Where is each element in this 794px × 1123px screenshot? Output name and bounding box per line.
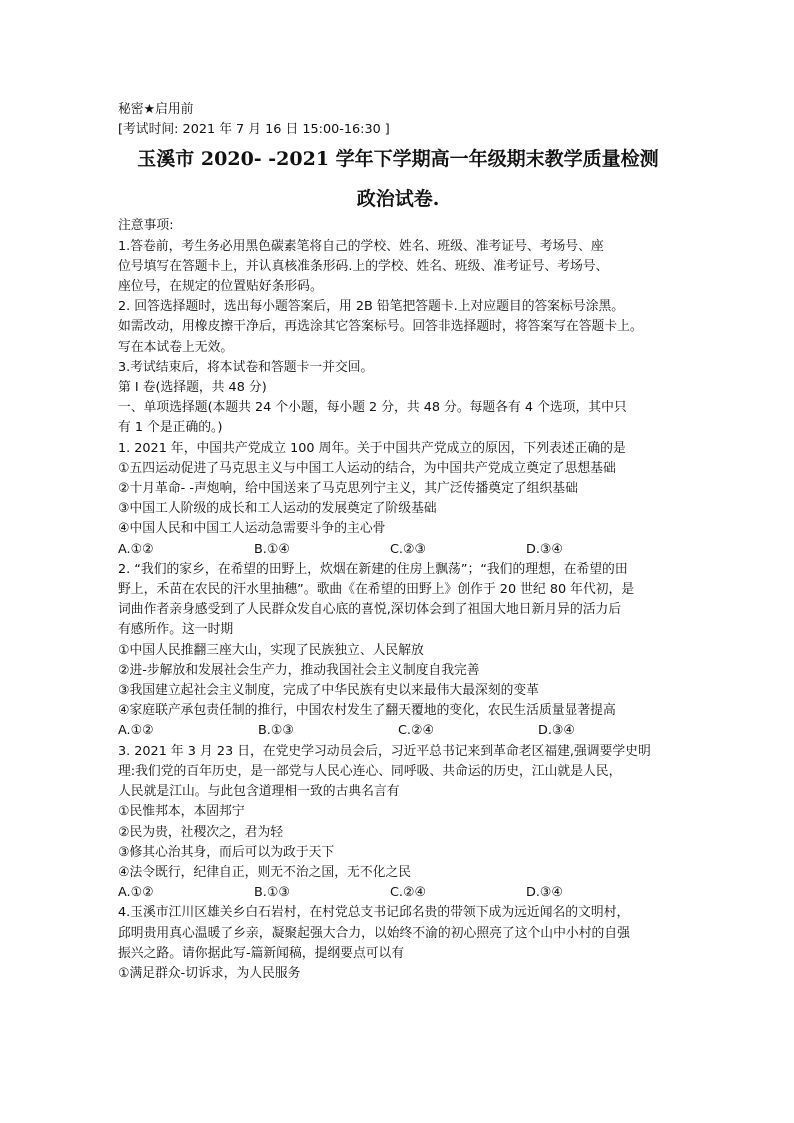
notice-line: 座位号，在规定的位置贴好条形码。	[118, 279, 323, 295]
question-stem: 4.玉溪市江川区雄关乡白石岩村，在村党总支书记邱名贵的带领下成为远近闻名的文明村，	[118, 905, 630, 921]
notice-line: 如需改动，用橡皮擦干净后，再选涂其它答案标号。回答非选择题时，将答案写在答题卡上。	[118, 319, 643, 335]
question-item: ①满足群众-切诉求，为人民服务	[118, 965, 301, 981]
option-a: A.①②	[118, 885, 154, 901]
question-1	[118, 439, 678, 560]
option-b: B.①③	[254, 885, 290, 901]
question-item: ②进-步解放和发展社会生产力，推动我国社会主义制度自我完善	[118, 662, 480, 678]
notice-heading: 注意事项:	[118, 218, 174, 234]
notice-line: 2. 回答选择题时，选出每小题答案后，用 2B 铅笔把答题卡.上对应题目的答案标号涂黑。	[118, 299, 625, 315]
option-d: D.③④	[526, 885, 563, 901]
question-stem: 振兴之路。请你据此写-篇新闻稿，提纲要点可以有	[118, 945, 405, 961]
answer-options	[118, 721, 678, 741]
exam-title: 玉溪市 2020- -2021 学年下学期高一年级期末教学质量检测	[137, 148, 659, 171]
notice-line: 位号填写在答题卡上，并认真核准条形码.上的学校、姓名、班级、准考证号、考场号、	[118, 258, 609, 274]
option-c: C.②③	[390, 541, 426, 557]
question-stem: 野上，禾苗在农民的汗水里抽穗”。歌曲《在希望的田野上》创作于 20 世纪 80 年代初，是	[118, 582, 635, 598]
section-intro: 有 1 个是正确的。)	[118, 420, 223, 436]
option-a: A.①②	[118, 541, 154, 557]
volume-heading: 第 I 卷(选择题，共 48 分)	[118, 380, 267, 396]
exam-time: [考试时间: 2021 年 7 月 16 日 15:00-16:30 ]	[118, 122, 390, 138]
question-4	[118, 903, 678, 984]
question-item: ③中国工人阶级的成长和工人运动的发展奠定了阶级基础	[118, 501, 437, 517]
notice-line: 1.答卷前，考生务必用黑色碳素笔将自己的学校、姓名、班级、准考证号、考场号、座	[118, 238, 604, 254]
question-item: ①五四运动促进了马克思主义与中国工人运动的结合，为中国共产党成立奠定了思想基础	[118, 460, 616, 476]
option-c: C.②④	[390, 885, 426, 901]
question-item: ①民惟邦本，本固邦宁	[118, 804, 245, 820]
question-item: ④家庭联产承包责任制的推行，中国农村发生了翻天覆地的变化，农民生活质量显著提高	[118, 703, 616, 719]
question-stem: 1. 2021 年，中国共产党成立 100 周年。关于中国共产党成立的原因，下列表述正确的是	[118, 440, 626, 456]
question-3	[118, 742, 678, 904]
question-stem: 3. 2021 年 3 月 23 日，在党史学习动员会后，习近平总书记来到革命老区福建,强调要学史明	[118, 743, 651, 759]
answer-options	[118, 883, 678, 903]
exam-subject-title: 政治试卷.	[356, 188, 440, 211]
option-c: C.②④	[398, 723, 434, 739]
option-a: A.①②	[118, 723, 154, 739]
question-item: ④法令既行，纪律自正，则无不治之国，无不化之民	[118, 864, 412, 880]
question-item: ③修其心治其身，而后可以为政于天下	[118, 844, 335, 860]
question-stem: 人民就是江山。与此包含道理相一致的古典名言有	[118, 784, 400, 800]
question-2	[118, 560, 678, 742]
answer-options	[118, 540, 678, 560]
option-d: D.③④	[538, 723, 575, 739]
question-stem: 2. “我们的家乡，在希望的田野上，炊烟在新建的住房上飘荡”；“我们的理想，在希望的田	[118, 561, 628, 577]
question-item: ③我国建立起社会主义制度，完成了中华民族有史以来最伟大最深刻的变革	[118, 683, 539, 699]
question-stem: 邱明贵用真心温暖了乡亲，凝聚起强大合力，以始终不渝的初心照亮了这个山中小村的自强	[118, 925, 630, 941]
option-b: B.①④	[254, 541, 290, 557]
secret-label: 秘密★启用前	[118, 102, 194, 117]
option-d: D.③④	[526, 541, 563, 557]
notice-line: 3.考试结束后，将本试卷和答题卡一并交回。	[118, 359, 374, 375]
question-item: ②十月革命- -声炮响，给中国送来了马克思列宁主义，其广泛传播奠定了组织基础	[118, 481, 578, 497]
question-item: ②民为贵，社稷次之，君为轻	[118, 824, 284, 840]
exam-page	[118, 100, 678, 984]
notice-line: 写在本试卷上无效。	[118, 339, 234, 355]
option-b: B.①③	[258, 723, 294, 739]
question-stem: 理:我们党的百年历史，是一部党与人民心连心、同呼吸、共命运的历史，江山就是人民，	[118, 763, 622, 779]
question-item: ①中国人民推翻三座大山，实现了民族独立、人民解放	[118, 642, 424, 658]
question-item: ④中国人民和中国工人运动急需要斗争的主心骨	[118, 521, 386, 537]
question-stem: 有感所作。这一时期	[118, 622, 234, 638]
section-intro: 一、单项选择题(本题共 24 个小题，每小题 2 分，共 48 分。每题各有 4 个选项，其中只	[118, 400, 627, 416]
question-stem: 词曲作者亲身感受到了人民群众发自心底的喜悦,深切体会到了祖国大地日新月异的活力后	[118, 602, 622, 618]
